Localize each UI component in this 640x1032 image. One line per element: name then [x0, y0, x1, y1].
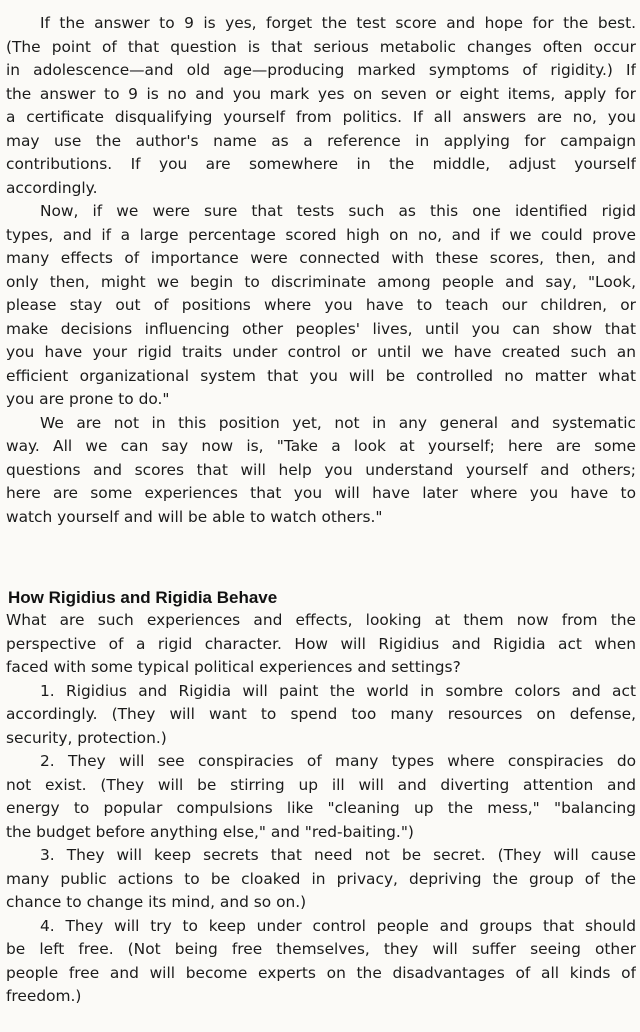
text-line: Now, if we were sure that tests such as this one identified rigid — [40, 202, 636, 220]
body-text-top — [6, 12, 636, 529]
text-line: a certificate disqualifying yourself from politics. If all answers are no, you — [6, 108, 636, 126]
text-line: many effects of importance were connected with these scores, then, and — [6, 249, 636, 267]
paragraph — [6, 12, 636, 200]
text-line: energy to popular compulsions like "cleaning up the mess," "balancing — [6, 799, 636, 817]
text-line: here are some experiences that you will have later where you have to — [6, 484, 636, 502]
paragraph — [6, 750, 636, 844]
text-line: be left free. (Not being free themselves, they will suffer seeing other — [6, 940, 636, 958]
text-line: perspective of a rigid character. How will Rigidius and Rigidia act when — [6, 634, 636, 653]
text-line: efficient organizational system that you will be controlled no matter what — [6, 366, 636, 385]
text-line: 1. Rigidius and Rigidia will paint the world in sombre colors and act — [40, 681, 636, 700]
text-line: questions and scores that will help you understand yourself and others; — [6, 460, 636, 479]
section-heading: How Rigidius and Rigidia Behave — [8, 588, 278, 607]
paragraph — [6, 844, 636, 915]
text-line: security, protection.) — [6, 728, 167, 747]
paragraph — [6, 915, 636, 1009]
text-line: accordingly. (They will want to spend too many resources on defense, — [6, 705, 636, 723]
text-line: the answer to 9 is no and you mark yes on seven or eight items, apply for — [6, 84, 636, 103]
text-line: not exist. (They will be stirring up ill will and diverting attention and — [6, 775, 636, 794]
text-line: watch yourself and will be able to watch others." — [6, 507, 383, 526]
text-line: contributions. If you are somewhere in the middle, adjust yourself — [6, 155, 636, 173]
text-line: in adolescence—and old age—producing marked symptoms of rigidity.) If — [6, 61, 636, 79]
text-line: 2. They will see conspiracies of many types where conspiracies do — [40, 752, 636, 770]
paragraph — [6, 680, 636, 751]
text-line: may use the author's name as a reference in applying for campaign — [6, 131, 636, 150]
text-line: only then, might we begin to discriminate among people and say, "Look, — [6, 272, 636, 291]
text-line: accordingly. — [6, 178, 98, 197]
text-line: chance to change its mind, and so on.) — [6, 893, 307, 911]
text-line: 4. They will try to keep under control people and groups that should — [40, 916, 636, 935]
text-line: What are such experiences and effects, looking at them now from the — [6, 611, 636, 629]
text-line: freedom.) — [6, 987, 82, 1005]
text-line: you have your rigid traits under control or until we have created such an — [6, 343, 636, 361]
text-line: way. All we can say now is, "Take a look at yourself; here are some — [6, 437, 636, 455]
text-line: If the answer to 9 is yes, forget the test score and hope for the best. — [40, 14, 636, 32]
paragraph — [6, 200, 636, 412]
text-line: please stay out of positions where you have to teach our children, or — [6, 296, 636, 314]
text-line: you are prone to do." — [6, 390, 170, 408]
paragraph — [6, 609, 636, 680]
text-line: (The point of that question is that serious metabolic changes often occur — [6, 37, 636, 56]
body-text-bottom — [6, 609, 636, 1009]
text-line: make decisions influencing other peoples' lives, until you can show that — [6, 319, 636, 338]
text-line: people free and will become experts on the disadvantages of all kinds of — [6, 963, 636, 982]
text-line: faced with some typical political experiences and settings? — [6, 658, 461, 676]
text-line: many public actions to be cloaked in privacy, depriving the group of the — [6, 869, 636, 888]
text-line: types, and if a large percentage scored high on no, and if we could prove — [6, 225, 636, 244]
text-line: the budget before anything else," and "red-baiting.") — [6, 822, 414, 841]
paragraph — [6, 412, 636, 530]
text-line: We are not in this position yet, not in any general and systematic — [40, 413, 636, 432]
text-line: 3. They will keep secrets that need not be secret. (They will cause — [40, 846, 636, 864]
